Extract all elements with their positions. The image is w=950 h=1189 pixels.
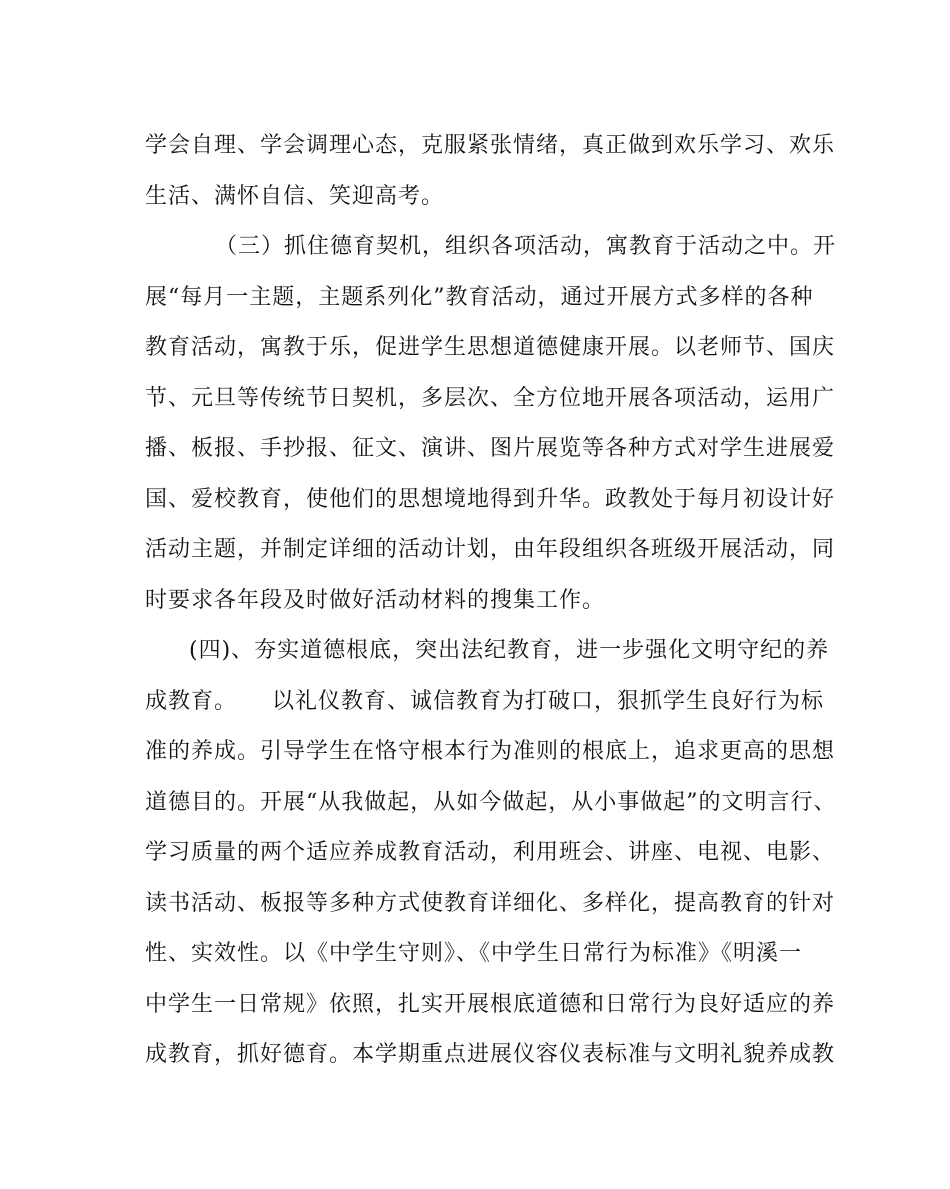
- text-line-11: (四)、夯实道德根底，突出法纪教育，进一步强化文明守纪的养: [189, 638, 830, 663]
- text-line-2: 生活、满怀自信、笑迎高考。: [145, 184, 445, 209]
- text-line-5: 教育活动，寓教于乐，促进学生思想道德健康开展。以老师节、国庆: [145, 335, 836, 360]
- text-line-13: 准的养成。引导学生在恪守根本行为准则的根底上，追求更高的思想: [145, 739, 836, 764]
- text-line-9: 活动主题，并制定详细的活动计划，由年段组织各班级开展活动，同: [145, 537, 836, 562]
- text-line-10: 时要求各年段及时做好活动材料的搜集工作。: [145, 588, 606, 613]
- text-line-14: 道德目的。开展“从我做起，从如今做起，从小事做起”的文明言行、: [145, 790, 837, 815]
- text-line-15: 学习质量的两个适应养成教育活动，利用班会、讲座、电视、电影、: [145, 840, 836, 865]
- text-line-3: （三）抓住德育契机，组织各项活动，寓教育于活动之中。开: [215, 234, 837, 259]
- text-line-18: 中学生一日常规》依照，扎实开展根底道德和日常行为良好适应的养: [145, 992, 836, 1017]
- text-line-6: 节、元旦等传统节日契机，多层次、全方位地开展各项活动，运用广: [145, 386, 836, 411]
- text-line-4: 展“每月一主题，主题系列化”教育活动，通过开展方式多样的各种: [145, 285, 814, 310]
- text-line-16: 读书活动、板报等多种方式使教育详细化、多样化，提高教育的针对: [145, 891, 836, 916]
- text-line-19: 成教育，抓好德育。本学期重点进展仪容仪表标准与文明礼貌养成教: [145, 1042, 836, 1067]
- text-line-1: 学会自理、学会调理心态，克服紧张情绪，真正做到欢乐学习、欢乐: [145, 133, 836, 158]
- text-line-8: 国、爱校教育，使他们的思想境地得到升华。政教处于每月初设计好: [145, 487, 836, 512]
- text-line-17: 性、实效性。以《中学生守则》、《中学生日常行为标准》《明溪一: [145, 941, 803, 966]
- text-line-12: 成教育。 以礼仪教育、诚信教育为打破口，狠抓学生良好行为标: [145, 689, 825, 714]
- text-line-7: 播、板报、手抄报、征文、演讲、图片展览等各种方式对学生进展爱: [145, 436, 836, 461]
